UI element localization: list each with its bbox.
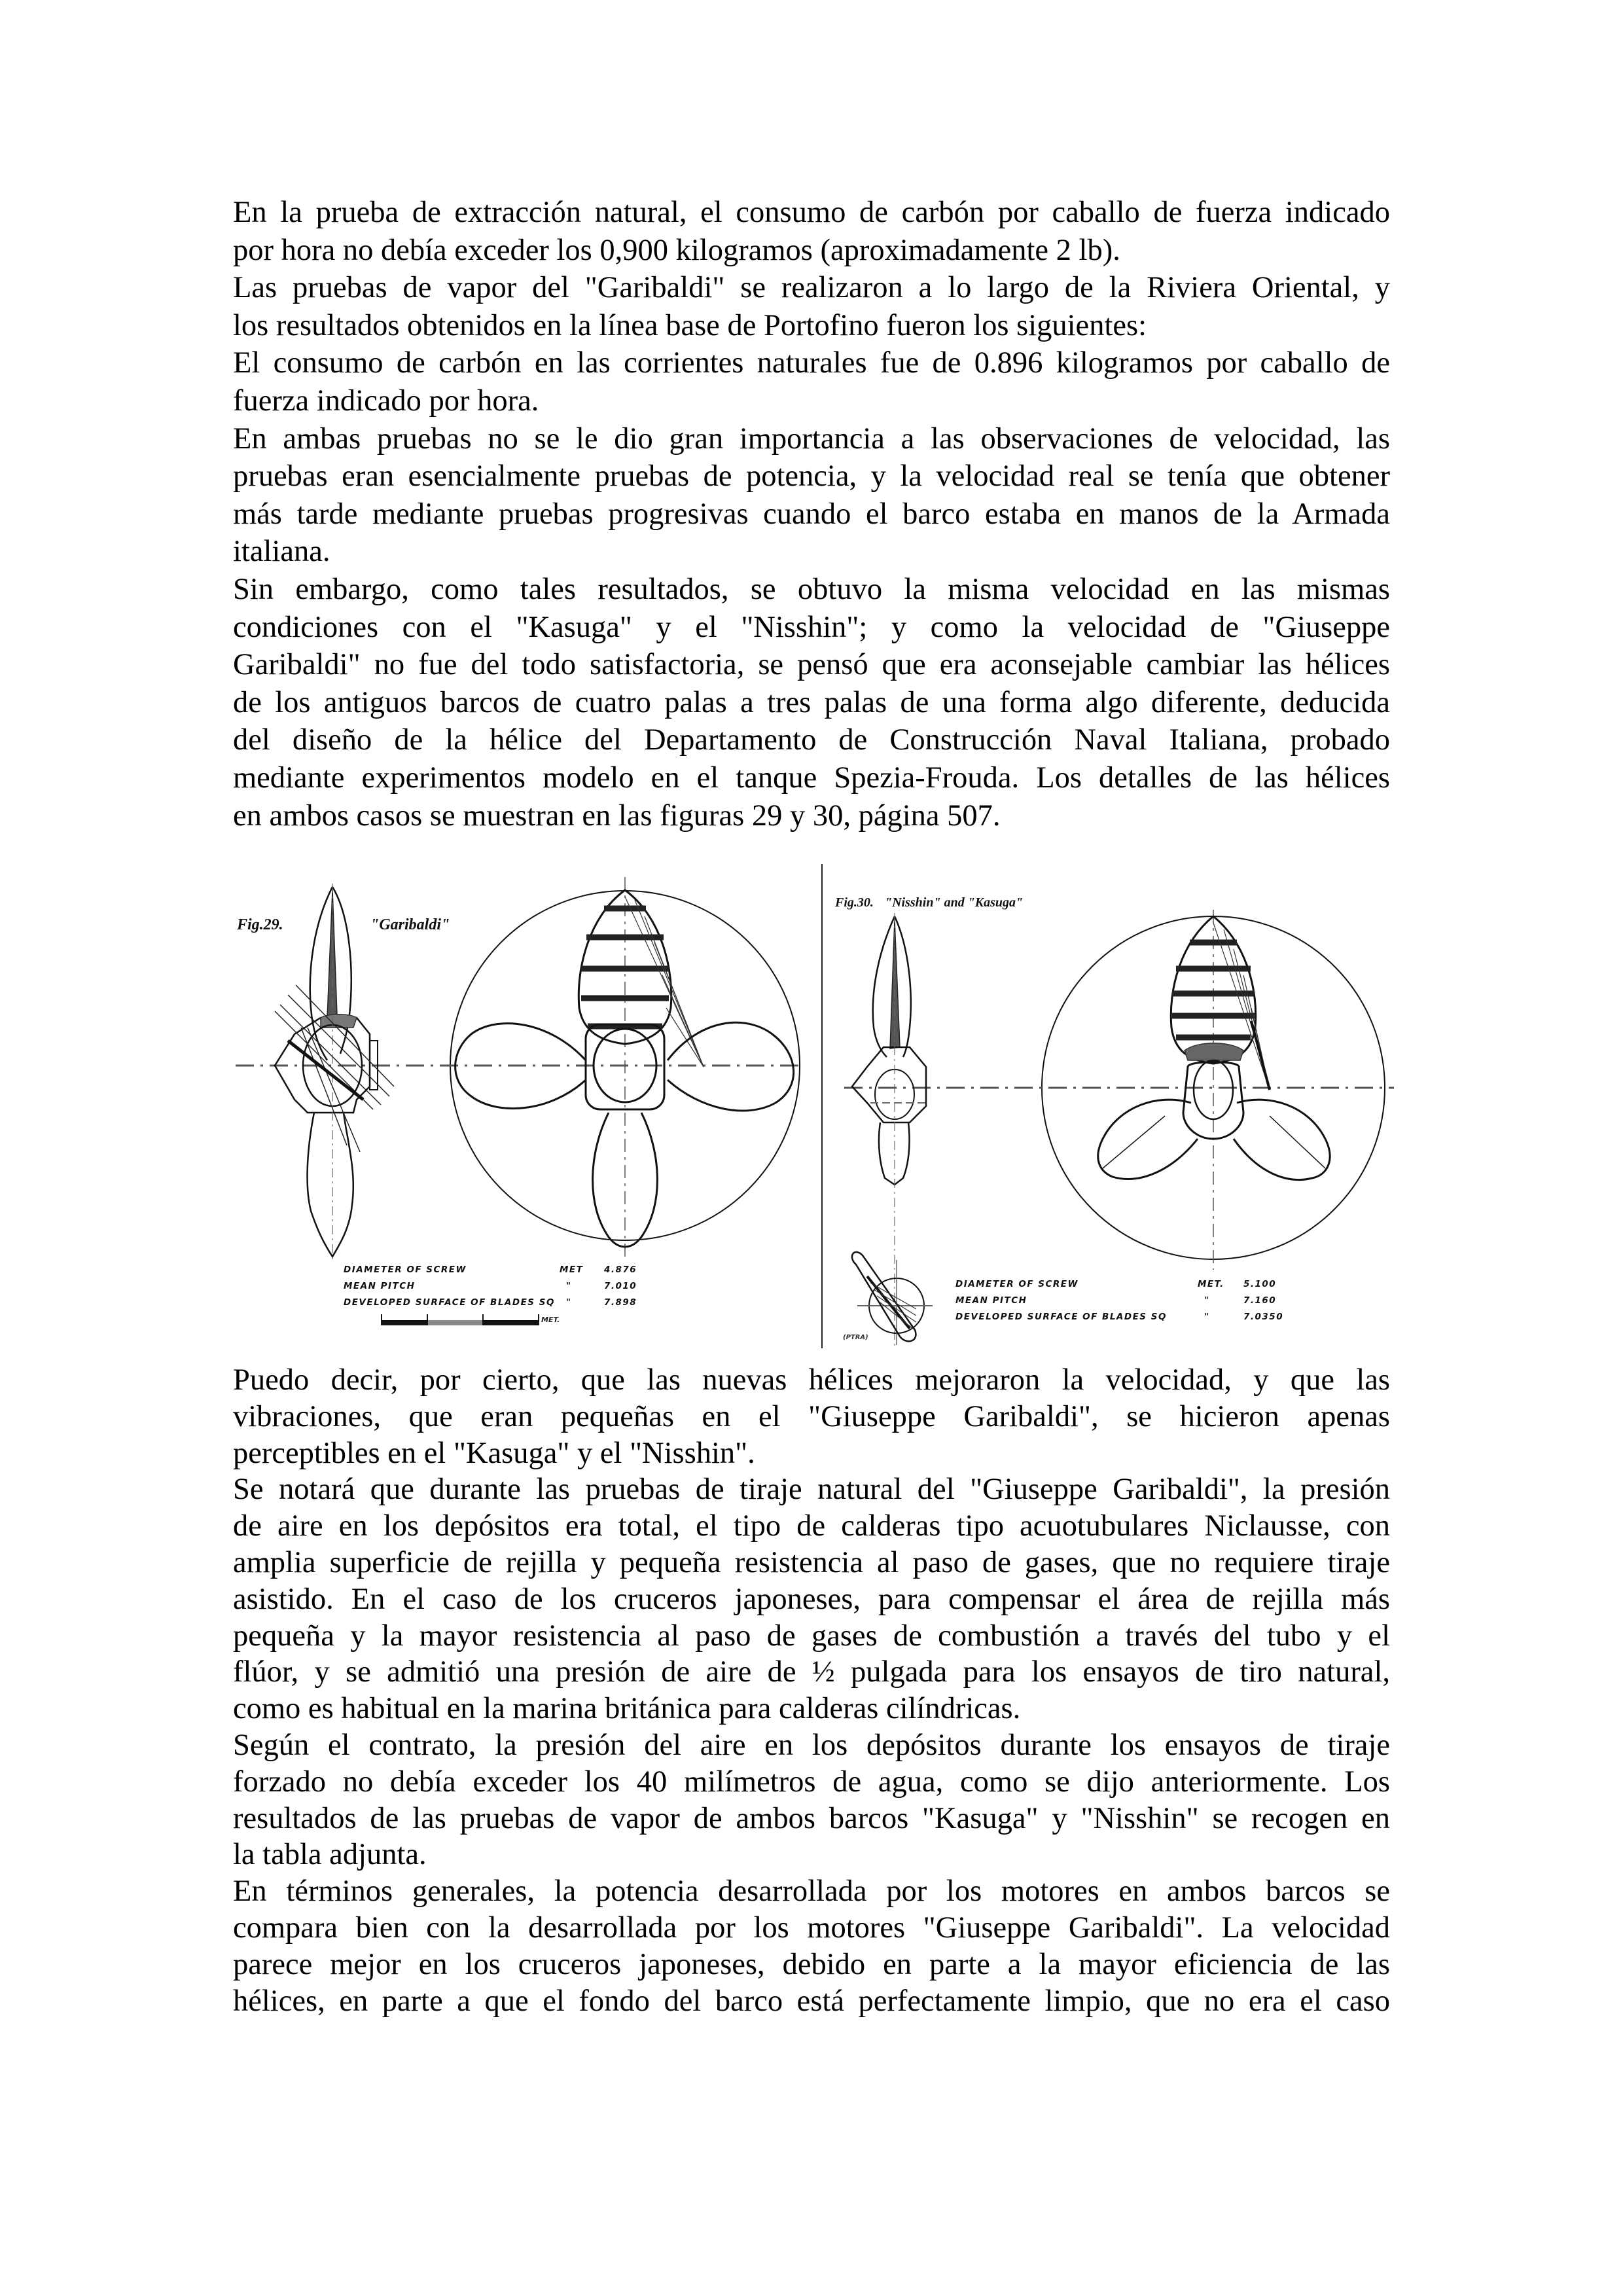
fig30-legend: [955, 1279, 1296, 1328]
fig30-label: Fig.30.: [835, 895, 874, 910]
legend-value: 7.0350: [1243, 1312, 1284, 1322]
text-line: en ambos casos se muestran en las figuras 29 y 30, página 507.: [233, 798, 1001, 833]
text-line: Se notará que durante las pruebas de tiraje natural del "Giuseppe Garibaldi", la presión: [233, 1473, 1390, 1507]
text-line: como es habitual en la marina británica para calderas cilíndricas.: [233, 1692, 1021, 1726]
text-line: del diseño de la hélice del Departamento de Construcción Naval Italiana, probado: [233, 723, 1390, 757]
fig30-title: "Nisshin" and "Kasuga": [885, 895, 1024, 910]
legend-label: DIAMETER OF SCREW: [955, 1279, 1079, 1289]
paragraph: [233, 1727, 1390, 1873]
legend-unit: MET: [560, 1265, 584, 1275]
text-line: más tarde mediante pruebas progresivas cuando el barco estaba en manos de la Armada: [233, 497, 1390, 531]
text-line: Según el contrato, la presión del aire en los depósitos durante los ensayos de tiraje: [233, 1728, 1390, 1762]
legend-value: 5.100: [1243, 1279, 1277, 1289]
paragraph: [233, 420, 1390, 571]
legend-unit: ": [1204, 1312, 1210, 1322]
text-line: En la prueba de extracción natural, el consumo de carbón por caballo de fuerza indicado: [233, 196, 1390, 229]
paragraph: [233, 269, 1390, 344]
legend-label: DEVELOPED SURFACE OF BLADES SQ: [955, 1312, 1167, 1322]
paragraph: [233, 1362, 1390, 1471]
text-line: resultados de las pruebas de vapor de ambos barcos "Kasuga" y "Nisshin" se recogen en: [233, 1801, 1390, 1835]
legend-label: DIAMETER OF SCREW: [344, 1265, 467, 1275]
legend-unit: ": [566, 1281, 572, 1291]
paragraph: [233, 344, 1390, 420]
text-line: por hora no debía exceder los 0,900 kilogramos (aproximadamente 2 lb).: [233, 233, 1120, 267]
legend-row: [344, 1281, 684, 1297]
legend-value: 7.160: [1243, 1295, 1277, 1306]
text-line: de los antiguos barcos de cuatro palas a tres palas de una forma algo diferente, deducida: [233, 685, 1390, 719]
fig29-legend: [344, 1265, 684, 1314]
text-top: [233, 194, 1390, 834]
text-line: pruebas eran esencialmente pruebas de potencia, y la velocidad real se tenía que obtener: [233, 459, 1390, 493]
inset-label: (PTRA): [843, 1334, 868, 1341]
text-line: pequeña y la mayor resistencia al paso de gases de combustión a través del tubo y el: [233, 1619, 1390, 1653]
text-line: hélices, en parte a que el fondo del barco está perfectamente limpio, que no era el caso: [233, 1984, 1390, 2018]
text-line: perceptibles en el "Kasuga" y el "Nisshin".: [233, 1436, 755, 1470]
legend-row: [955, 1279, 1296, 1295]
legend-unit: MET.: [1198, 1279, 1224, 1289]
paragraph: [233, 571, 1390, 834]
text-line: Garibaldi" no fue del todo satisfactoria, se pensó que era aconsejable cambiar las hélices: [233, 648, 1390, 682]
legend-label: DEVELOPED SURFACE OF BLADES SQ: [344, 1297, 555, 1308]
text-line: Puedo decir, por cierto, que las nuevas hélices mejoraron la velocidad, y que las: [233, 1363, 1390, 1397]
text-line: fuerza indicado por hora.: [233, 384, 539, 418]
legend-label: MEAN PITCH: [344, 1281, 416, 1291]
text-line: flúor, y se admitió una presión de aire de ½ pulgada para los ensayos de tiro natural,: [233, 1655, 1390, 1689]
paragraph: [233, 1873, 1390, 2019]
text-line: En ambas pruebas no se le dio gran importancia a las observaciones de velocidad, las: [233, 422, 1390, 456]
text-line: mediante experimentos modelo en el tanque Spezia-Frouda. Los detalles de las hélices: [233, 761, 1390, 795]
paragraph: [233, 194, 1390, 269]
text-line: Sin embargo, como tales resultados, se obtuvo la misma velocidad en las mismas: [233, 572, 1390, 606]
legend-value: 7.898: [604, 1297, 637, 1308]
legend-value: 7.010: [604, 1281, 637, 1291]
text-line: condiciones con el "Kasuga" y el "Nisshin"; y como la velocidad de "Giuseppe: [233, 610, 1390, 644]
legend-row: [955, 1295, 1296, 1312]
text-line: los resultados obtenidos en la línea base de Portofino fueron los siguientes:: [233, 308, 1147, 342]
text-bottom: [233, 1362, 1390, 2019]
text-line: En términos generales, la potencia desarrollada por los motores en ambos barcos se: [233, 1874, 1390, 1909]
propeller-figures: [223, 864, 1414, 1348]
text-line: italiana.: [233, 535, 330, 569]
legend-row: [344, 1297, 684, 1314]
legend-row: [955, 1312, 1296, 1328]
text-line: compara bien con la desarrollada por los motores "Giuseppe Garibaldi". La velocidad: [233, 1910, 1390, 1945]
text-line: amplia superficie de rejilla y pequeña resistencia al paso de gases, que no requiere tiraje: [233, 1545, 1390, 1579]
fig29-title: "Garibaldi": [370, 916, 450, 933]
fig29-label: Fig.29.: [237, 916, 283, 933]
legend-unit: ": [566, 1297, 572, 1308]
text-line: la tabla adjunta.: [233, 1838, 427, 1872]
text-line: El consumo de carbón en las corrientes naturales fue de 0.896 kilogramos por caballo de: [233, 346, 1390, 380]
scale-bar-unit: MET.: [541, 1316, 560, 1324]
legend-unit: ": [1204, 1295, 1210, 1306]
paragraph: [233, 1471, 1390, 1727]
text-line: Las pruebas de vapor del "Garibaldi" se realizaron a lo largo de la Riviera Oriental, y: [233, 271, 1390, 305]
text-line: forzado no debía exceder los 40 milímetros de agua, como se dijo anteriormente. Los: [233, 1765, 1390, 1799]
text-line: vibraciones, que eran pequeñas en el "Giuseppe Garibaldi", se hicieron apenas: [233, 1399, 1390, 1433]
legend-label: MEAN PITCH: [955, 1295, 1027, 1306]
text-line: asistido. En el caso de los cruceros japoneses, para compensar el área de rejilla más: [233, 1582, 1390, 1616]
legend-row: [344, 1265, 684, 1281]
text-line: de aire en los depósitos era total, el tipo de calderas tipo acuotubulares Niclausse, con: [233, 1509, 1390, 1543]
text-line: parece mejor en los cruceros japoneses, debido en parte a la mayor eficiencia de las: [233, 1947, 1390, 1981]
legend-value: 4.876: [604, 1265, 637, 1275]
